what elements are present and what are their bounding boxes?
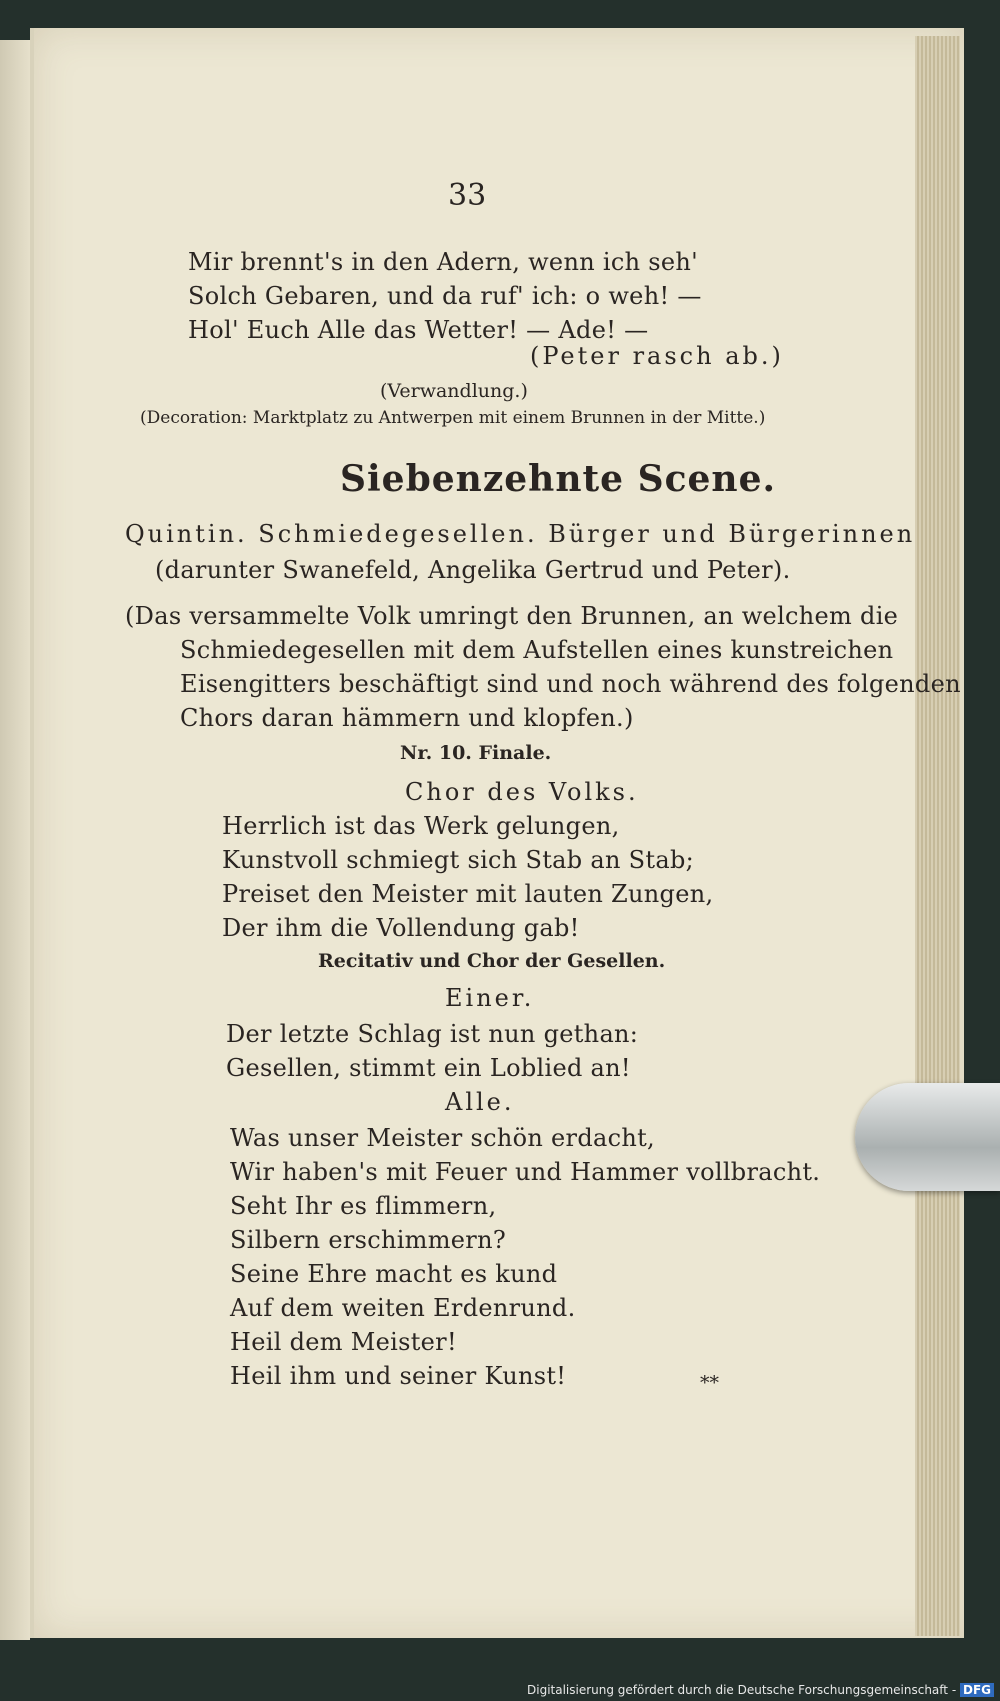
verse-line: Was unser Meister schön erdacht,	[230, 1124, 655, 1152]
verse-line: Seine Ehre macht es kund	[230, 1260, 558, 1288]
page-stack-edge	[915, 36, 960, 1636]
stage-direction: (Verwandlung.)	[380, 380, 528, 402]
footer-credit	[527, 1683, 994, 1697]
verse-line: Heil dem Meister!	[230, 1328, 457, 1356]
left-page-edge	[0, 40, 30, 1640]
verse-line: Hol' Euch Alle das Wetter! — Ade! —	[188, 316, 649, 344]
cast-line: (darunter Swanefeld, Angelika Gertrud und Peter).	[155, 556, 791, 584]
stage-direction: Schmiedegesellen mit dem Aufstellen eines kunstreichen	[180, 636, 894, 664]
verse-line: Herrlich ist das Werk gelungen,	[222, 812, 620, 840]
verse-line: Preiset den Meister mit lauten Zungen,	[222, 880, 714, 908]
stage-direction: (Das versammelte Volk umringt den Brunnen, an welchem die	[125, 602, 899, 630]
verse-line: Gesellen, stimmt ein Loblied an!	[226, 1054, 631, 1082]
verse-line: Der letzte Schlag ist nun gethan:	[226, 1020, 639, 1048]
page-number: 33	[448, 178, 487, 213]
cast-line: Quintin. Schmiedegesellen. Bürger und Bürgerinnen	[125, 520, 916, 548]
verse-line: Seht Ihr es flimmern,	[230, 1192, 497, 1220]
scene-title: Siebenzehnte Scene.	[340, 458, 777, 500]
ornament-mark: **	[700, 1372, 719, 1394]
verse-line: Wir haben's mit Feuer und Hammer vollbracht.	[230, 1158, 821, 1186]
verse-line: Solch Gebaren, und da ruf' ich: o weh! —	[188, 282, 702, 310]
verse-line: Silbern erschimmern?	[230, 1226, 506, 1254]
number-heading: Nr. 10. Finale.	[400, 742, 552, 764]
verse-line: Mir brennt's in den Adern, wenn ich seh'	[188, 248, 699, 276]
stage-direction: Chors daran hämmern und klopfen.)	[180, 704, 634, 732]
speaker-heading: Chor des Volks.	[405, 778, 639, 806]
verse-line: Der ihm die Vollendung gab!	[222, 914, 580, 942]
stage-direction: Eisengitters beschäftigt sind und noch während des folgenden	[180, 670, 961, 698]
stage-direction: (Peter rasch ab.)	[530, 342, 784, 370]
verse-line: Auf dem weiten Erdenrund.	[230, 1294, 576, 1322]
footer-text: Digitalisierung gefördert durch die Deutsche Forschungsgemeinschaft -	[527, 1683, 957, 1697]
verse-line: Heil ihm und seiner Kunst!	[230, 1362, 567, 1390]
verse-line: Kunstvoll schmiegt sich Stab an Stab;	[222, 846, 694, 874]
section-heading: Recitativ und Chor der Gesellen.	[318, 950, 666, 972]
speaker-heading: Alle.	[445, 1088, 515, 1116]
page-clip	[855, 1083, 1000, 1191]
dfg-logo: DFG	[960, 1683, 994, 1697]
speaker-heading: Einer.	[445, 984, 535, 1012]
decoration-note: (Decoration: Marktplatz zu Antwerpen mit einem Brunnen in der Mitte.)	[140, 408, 766, 428]
